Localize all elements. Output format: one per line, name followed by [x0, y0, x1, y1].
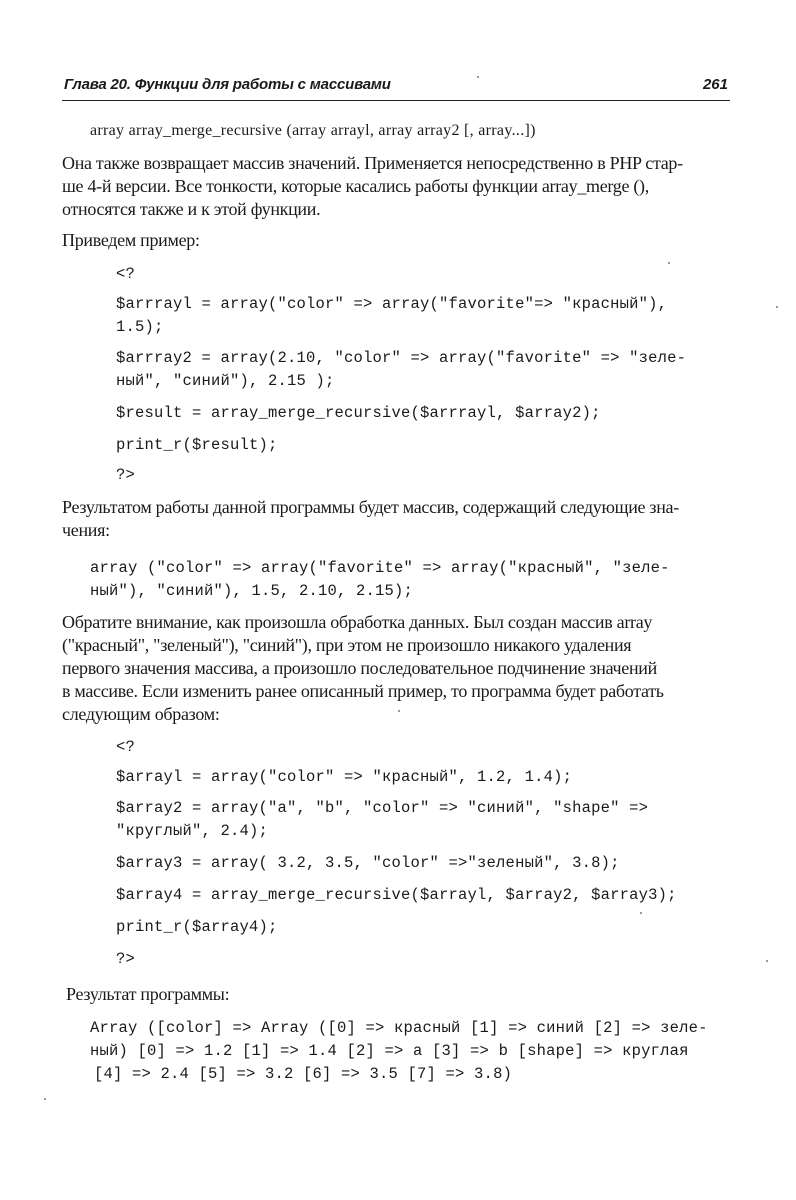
function-signature: array array_merge_recursive (array arrayl, array array2 [, array...]): [90, 122, 536, 139]
example-intro: Приведем пример:: [62, 230, 200, 250]
result-line: ный) [0] => 1.2 [1] => 1.4 [2] => a [3] => b [shape] => круглая: [90, 1042, 689, 1060]
scan-speck: [668, 262, 670, 264]
result-line: [4] => 2.4 [5] => 3.2 [6] => 3.5 [7] => 3.8): [94, 1065, 513, 1083]
scan-speck: [398, 710, 400, 712]
scan-speck: [766, 960, 768, 962]
code-line: "круглый", 2.4);: [116, 822, 269, 840]
code-line: $array2 = array("a", "b", "color" => "синий", "shape" =>: [116, 799, 649, 817]
code-line: ?>: [116, 466, 136, 484]
code-line: <?: [116, 738, 136, 756]
result-intro: Результат программы:: [66, 984, 230, 1004]
code-line: print_r($array4);: [116, 918, 278, 936]
paragraph-line: чения:: [62, 520, 110, 540]
paragraph-line: первого значения массива, а произошло последовательное подчинение значений: [62, 658, 657, 678]
code-line: 1.5);: [116, 318, 164, 336]
result-line: Array ([color] => Array ([0] => красный [1] => синий [2] => зеле-: [90, 1019, 708, 1037]
result-line: array ("color" => array("favorite" => array("красный", "зеле-: [90, 559, 670, 577]
paragraph-line: следующим образом:: [62, 704, 220, 724]
code-line: $arrrayl = array("color" => array("favorite"=> "красный"),: [116, 295, 668, 313]
paragraph-line: относятся также и к этой функции.: [62, 199, 321, 219]
result-line: ный"), "синий"), 1.5, 2.10, 2.15);: [90, 582, 414, 600]
paragraph-line: Она также возвращает массив значений. Применяется непосредственно в PHP стар-: [62, 153, 683, 173]
chapter-title: Глава 20. Функции для работы с массивами: [64, 76, 391, 93]
paragraph-line: Обратите внимание, как произошла обработка данных. Был создан массив array: [62, 612, 653, 632]
code-line: $array3 = array( 3.2, 3.5, "color" =>"зеленый", 3.8);: [116, 854, 620, 872]
code-line: $result = array_merge_recursive($arrrayl, $array2);: [116, 404, 601, 422]
paragraph-line: ("красный", "зеленый"), "синий"), при этом не произошло никакого удаления: [62, 635, 632, 655]
header-rule: [62, 100, 730, 101]
scan-speck: [44, 1098, 46, 1100]
paragraph-line: Результатом работы данной программы будет массив, содержащий следующие зна-: [62, 497, 679, 517]
code-line: <?: [116, 265, 136, 283]
code-line: $arrayl = array("color" => "красный", 1.2, 1.4);: [116, 768, 573, 786]
code-line: ный", "синий"), 2.15 );: [116, 372, 335, 390]
page-number: 261: [702, 76, 728, 93]
code-line: print_r($result);: [116, 436, 278, 454]
scan-speck: [776, 306, 778, 308]
code-line: ?>: [116, 950, 136, 968]
code-line: $array4 = array_merge_recursive($arrayl, $array2, $array3);: [116, 886, 677, 904]
scan-speck: [640, 912, 642, 914]
paragraph-line: ше 4-й версии. Все тонкости, которые касались работы функции array_merge (),: [62, 176, 649, 196]
paragraph-line: в массиве. Если изменить ранее описанный пример, то программа будет работать: [62, 681, 664, 701]
code-line: $arrray2 = array(2.10, "color" => array("favorite" => "зеле-: [116, 349, 687, 367]
scan-speck: [477, 76, 479, 78]
